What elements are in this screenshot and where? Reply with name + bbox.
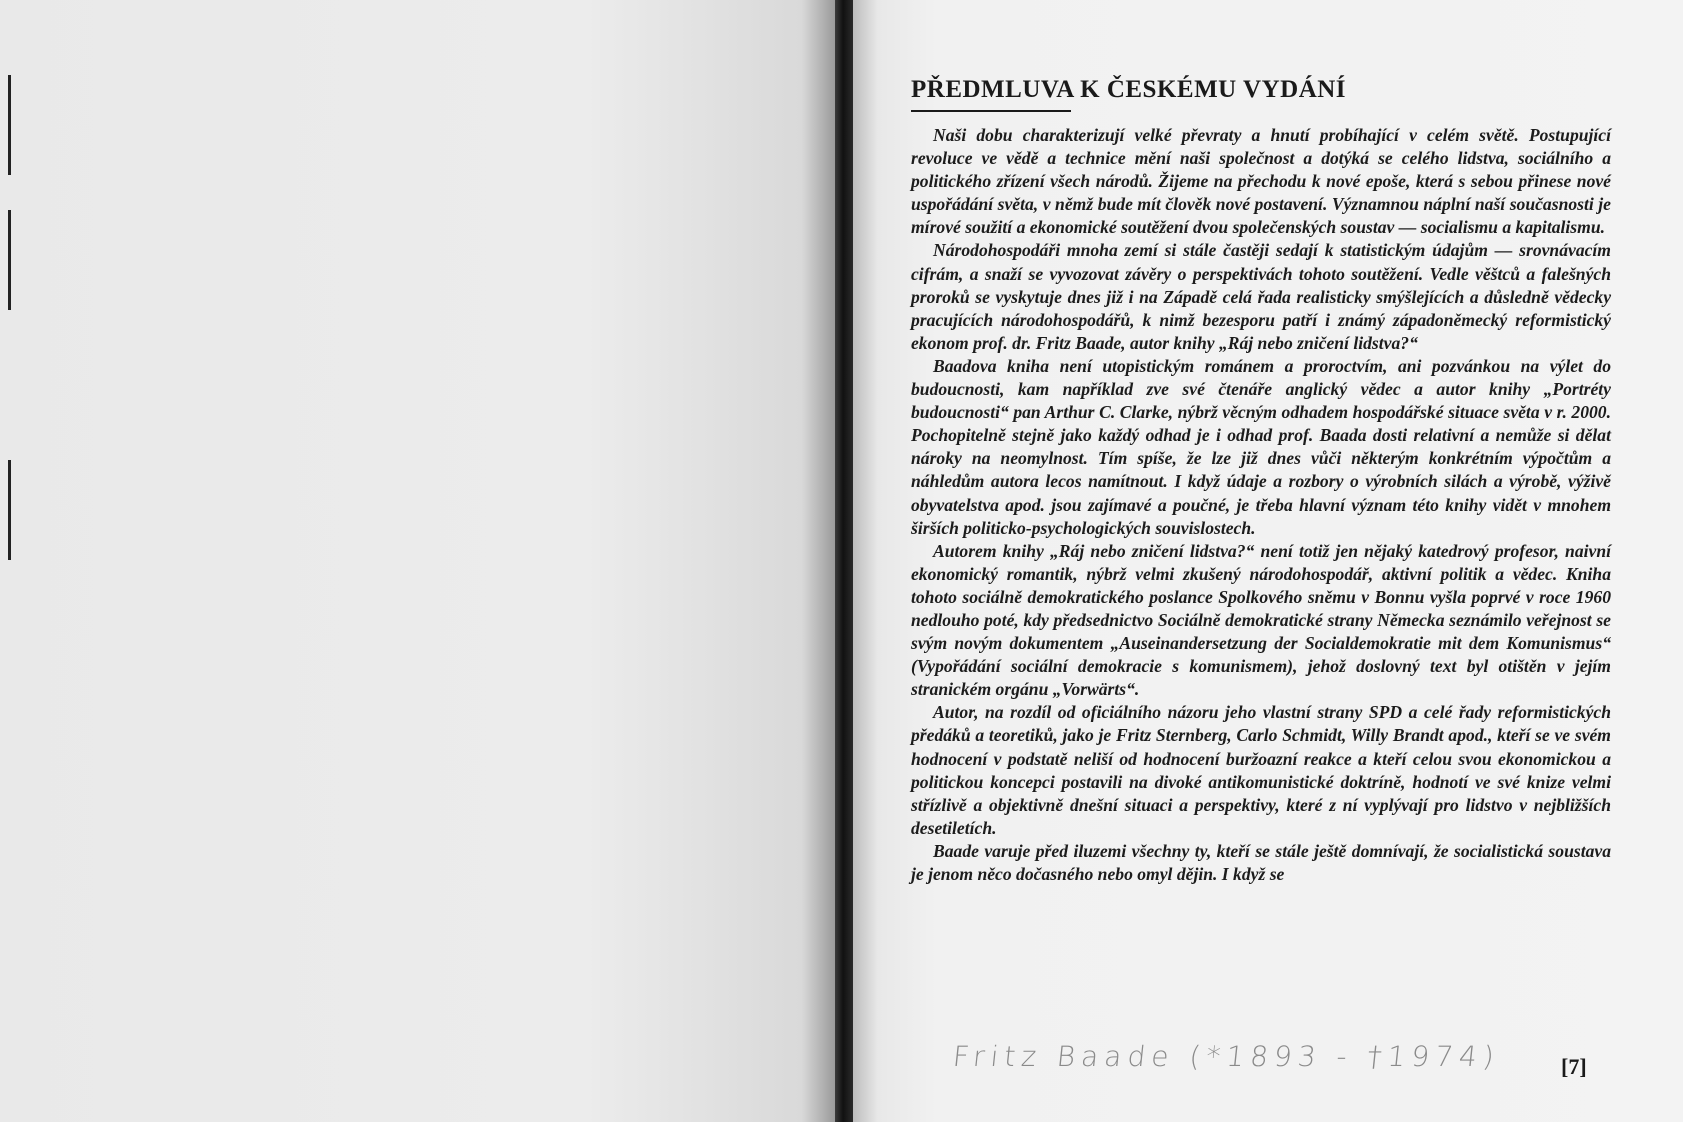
paragraph: Autorem knihy „Ráj nebo zničení lidstva?“ není totiž jen nějaký katedrový profesor, naivní ekonomický romantik, nýbrž velmi zkušený národohospodář, aktivní politik a vědec. Kniha tohoto sociálně demokratického poslance Spolkového sněmu v Bonnu vyšla poprvé v roce 1960 nedlouho poté, kdy předsednictvo Sociálně demokratické strany Německa seznámilo veřejnost se svým novým dokumentem „Auseinandersetzung der Socialdemokratie mit dem Komunismus“ (Vypořádání sociální demokracie s komunismem), jehož doslovný text byl otištěn v jejím stranickém orgánu „Vorwärts“.: [911, 540, 1611, 700]
book-gutter: [835, 0, 853, 1122]
page-edge-mark: [8, 460, 11, 560]
page-edge-mark: [8, 210, 11, 310]
page-number: [7]: [1561, 1054, 1587, 1079]
right-page: [853, 0, 1683, 1122]
page-edge-mark: [8, 75, 11, 175]
heading-underline: [911, 110, 1071, 112]
paragraph: Národohospodáři mnoha zemí si stále častěji sedají k statistickým údajům — srovnávacím cifrám, a snaží se vyvozovat závěry o perspektivách tohoto soutěžení. Vedle věštců a falešných proroků se vyskytuje dnes již i na Západě celá řada realisticky smýšlejících a důsledně vědecky pracujících národohospodářů, k nimž bezesporu patří i známý západoněmecký reformistický ekonom prof. dr. Fritz Baade, autor knihy „Ráj nebo zničení lidstva?“: [911, 240, 1611, 353]
paragraph: Autor, na rozdíl od oficiálního názoru jeho vlastní strany SPD a celé řady reformistických předáků a teoretiků, jako je Fritz Sternberg, Carlo Schmidt, Willy Brandt apod., kteří se ve svém hodnocení v podstatě neliší od hodnocení buržoazní reakce a kteří celou svou ekonomickou a politickou koncepci postavili na divoké antikomunistické doktríně, hodnotí ve své knize velmi střízlivě a objektivně dnešní situaci a perspektivy, které z ní vyplývají pro lidstvo v nejbližších desetiletích.: [911, 702, 1611, 838]
paragraph: Baade varuje před iluzemi všechny ty, kteří se stále ještě domnívají, že socialistická soustava je jenom něco dočasného nebo omyl dějin. I když se: [911, 840, 1611, 884]
preface-body: [911, 124, 1611, 886]
handwritten-note: Fritz Baade (*1893 - †1974): [951, 1040, 1502, 1073]
preface-heading: PŘEDMLUVA K ČESKÉMU VYDÁNÍ: [911, 76, 1347, 103]
paragraph: Baadova kniha není utopistickým románem a proroctvím, ani pozvánkou na výlet do budoucnosti, kam například zve své čtenáře anglický vědec a autor knihy „Portréty budoucnosti“ pan Arthur C. Clarke, nýbrž věcným odhadem hospodářské situace světa v r. 2000. Pochopitelně stejně jako každý odhad je i odhad prof. Baada dosti relativní a nemůže si dělat nároky na neomylnost. Tím spíše, že lze již dnes vůči některým konkrétním výpočtům a náhledům autora lecos namítnout. I když údaje a rozbory o výrobních silách a výrobě, výživě obyvatelstva apod. jsou zajímavé a poučné, je třeba hlavní význam této knihy vidět v mnohem širších politicko-psychologických souvislostech.: [911, 355, 1611, 538]
paragraph: Naši dobu charakterizují velké převraty a hnutí probíhající v celém světě. Postupující revoluce ve vědě a technice mění naši společnost a dotýká se celého lidstva, sociálního a politického zřízení všech národů. Žijeme na přechodu k nové epoše, která s sebou přinese nové uspořádání světa, v němž bude mít člověk nové postavení. Významnou náplní naší současnosti je mírové soužití a ekonomické soutěžení dvou společenských soustav — socialismu a kapitalismu.: [911, 125, 1611, 238]
bleed-through-ghost-text: [200, 230, 222, 291]
left-page-blank: [0, 0, 835, 1122]
